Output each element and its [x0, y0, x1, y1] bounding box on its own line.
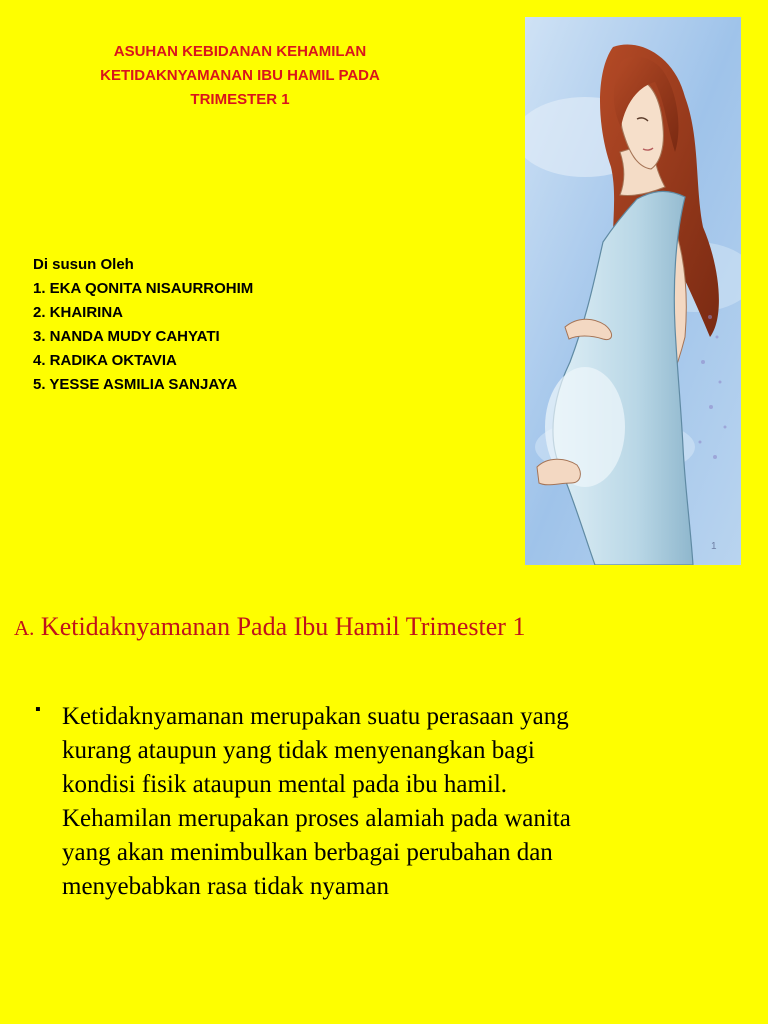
body-line: kondisi fisik ataupun mental pada ibu hamil. — [62, 771, 508, 798]
author-item: 4. RADIKA OKTAVIA — [33, 352, 177, 369]
authors-heading: Di susun Oleh — [33, 256, 134, 273]
body-paragraph — [62, 700, 752, 904]
body-line: Ketidaknyamanan merupakan suatu perasaan yang — [62, 703, 569, 730]
title-line: ASUHAN KEBIDANAN KEHAMILAN — [113, 43, 367, 60]
pregnant-woman-illustration — [525, 17, 741, 565]
heading-lead: A. — [14, 616, 35, 640]
title-line: TRIMESTER 1 — [190, 91, 290, 108]
heading-text: Ketidaknyamanan Pada Ibu Hamil Trimester 1 — [40, 612, 526, 641]
body-line: menyebabkan rasa tidak nyaman — [62, 873, 389, 900]
author-item: 2. KHAIRINA — [33, 304, 124, 321]
section-heading — [14, 612, 525, 642]
authors-list — [33, 253, 253, 397]
author-item: 5. YESSE ASMILIA SANJAYA — [33, 376, 238, 393]
slide-number: 1 — [711, 541, 717, 552]
body-line: Kehamilan merupakan proses alamiah pada wanita — [62, 805, 571, 832]
title-line: KETIDAKNYAMANAN IBU HAMIL PADA — [100, 67, 380, 84]
presentation-title — [40, 40, 440, 112]
square-bullet-icon: ▪ — [35, 701, 41, 718]
body-line: kurang ataupun yang tidak menyenangkan bagi — [62, 737, 535, 764]
author-item: 3. NANDA MUDY CAHYATI — [33, 328, 220, 345]
body-line: yang akan menimbulkan berbagai perubahan dan — [62, 839, 553, 866]
author-item: 1. EKA QONITA NISAURROHIM — [33, 280, 254, 297]
